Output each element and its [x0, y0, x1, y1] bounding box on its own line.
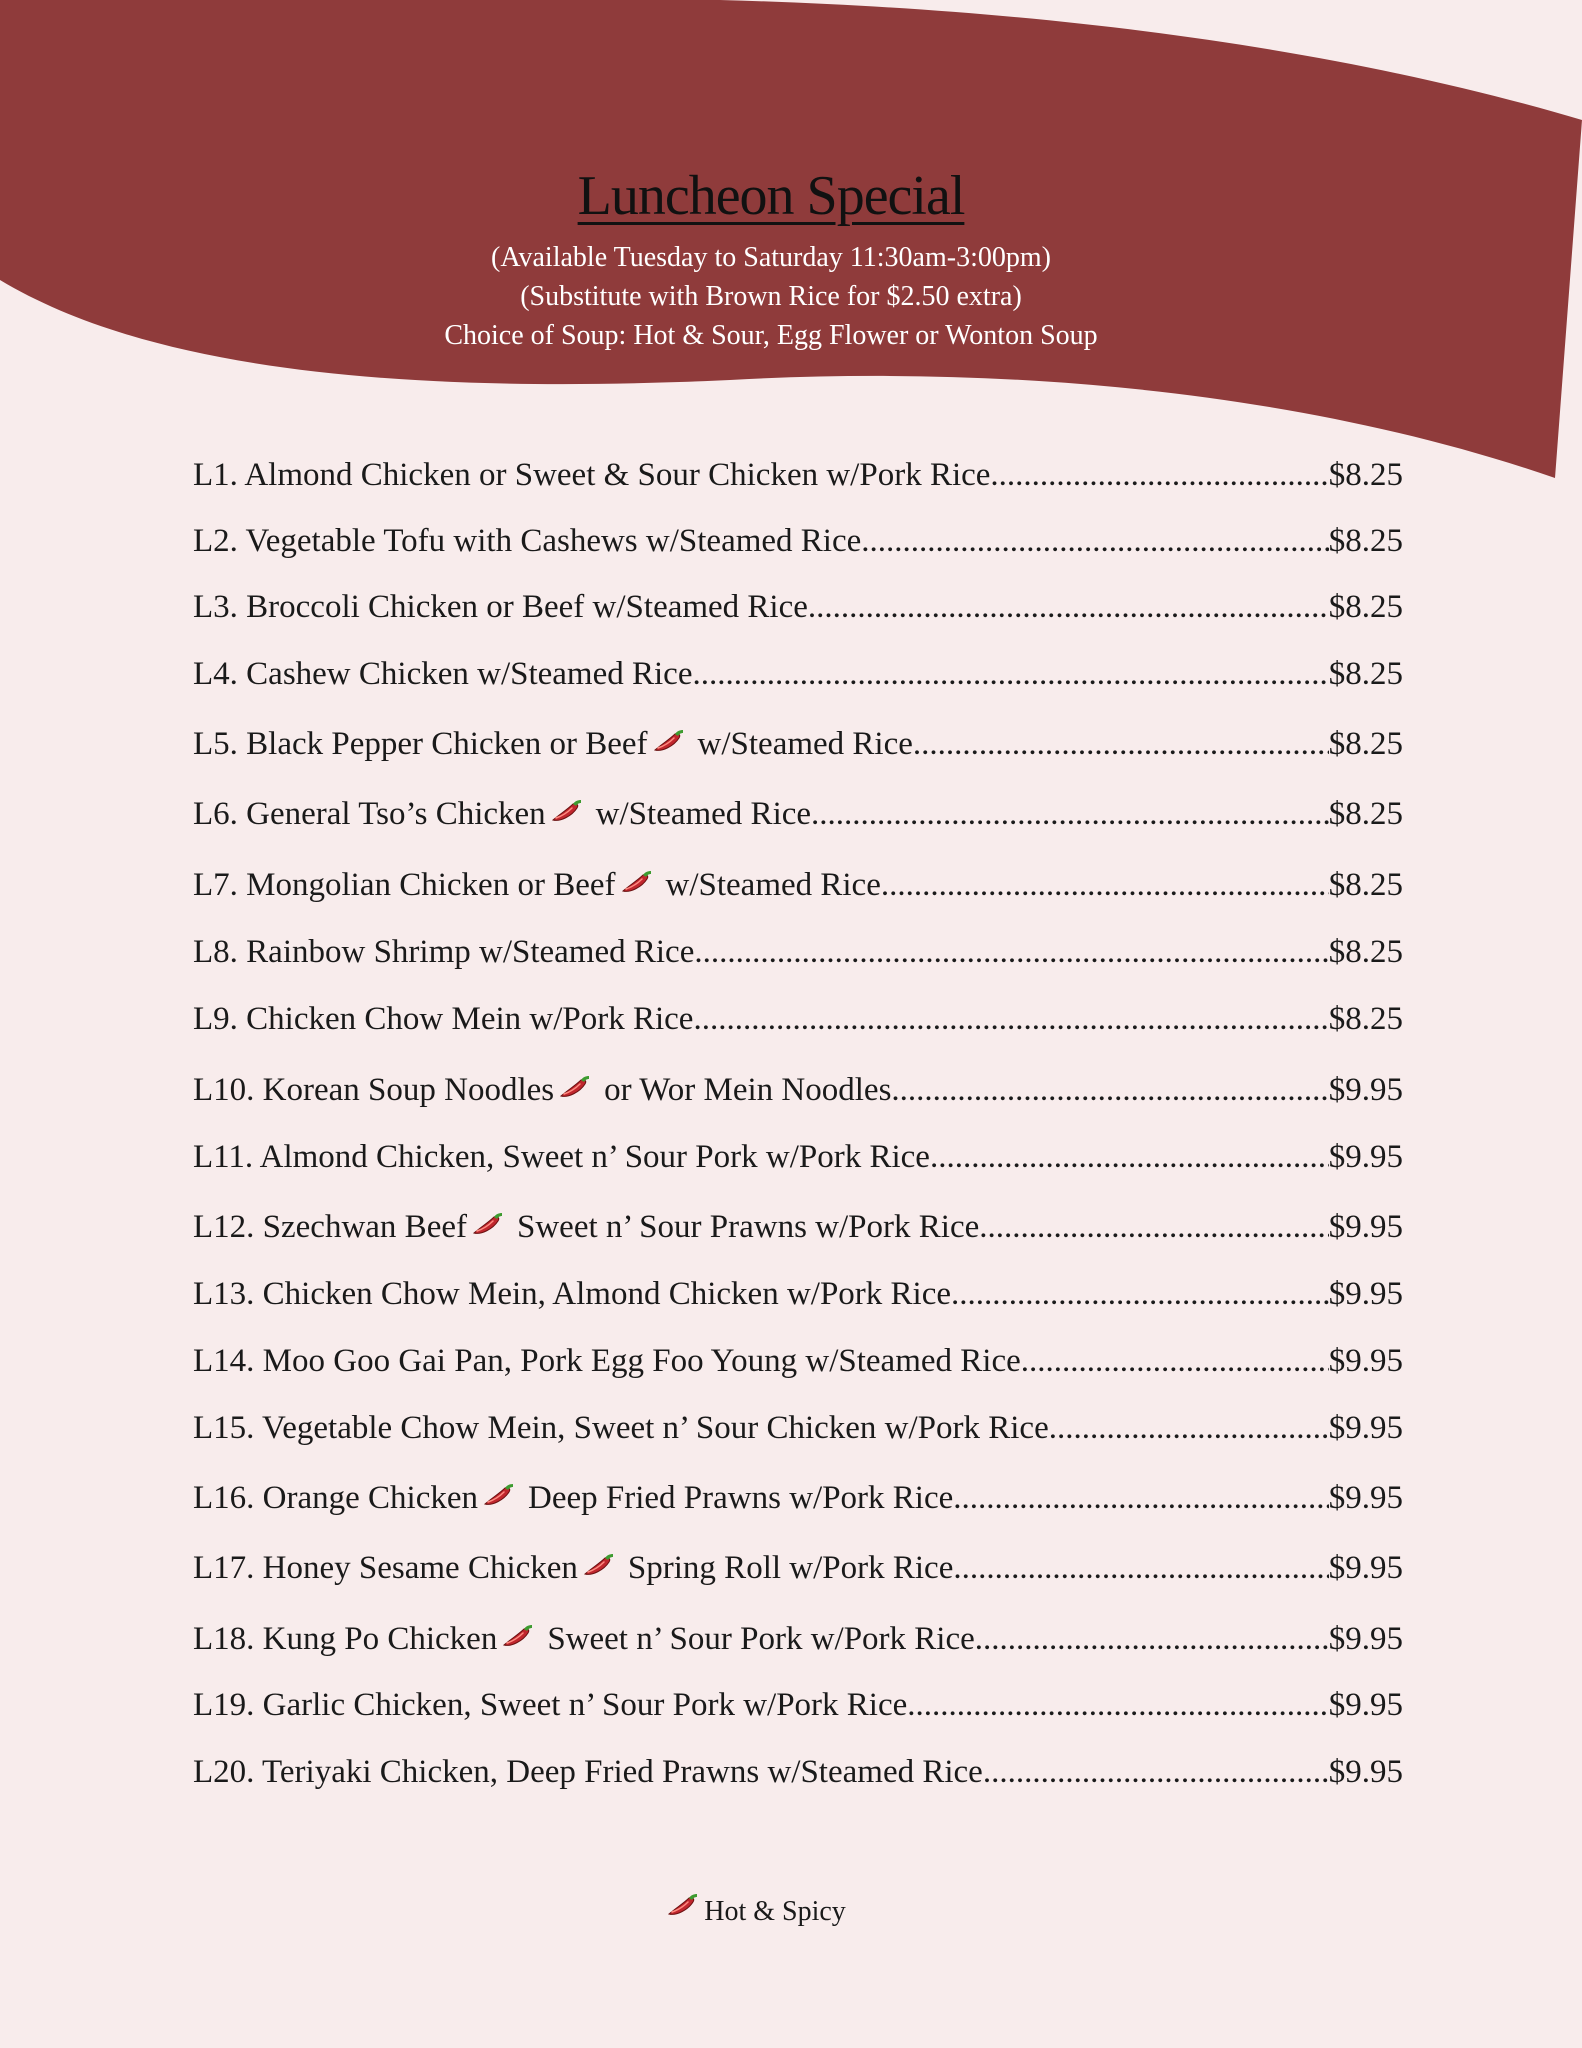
menu-item: [193, 1070, 1403, 1110]
menu-item-name: L4. Cashew Chicken w/Steamed Rice: [193, 656, 693, 692]
legend-label: Hot & Spicy: [704, 1896, 846, 1927]
menu-item: [193, 724, 1403, 764]
menu-item: [193, 1341, 1403, 1381]
menu-item-price: $9.95: [1328, 1209, 1403, 1245]
menu-item-name: L8. Rainbow Shrimp w/Steamed Rice: [193, 934, 695, 970]
dot-leader: [694, 932, 1328, 972]
menu-item-name-continued: w/Steamed Rice: [665, 867, 881, 903]
menu-item-name: L16. Orange Chicken: [193, 1480, 478, 1516]
menu-item-name: L14. Moo Goo Gai Pan, Pork Egg Foo Young w/Steamed Rice: [193, 1343, 1021, 1379]
menu-item-name: L1. Almond Chicken or Sweet & Sour Chicken w/Pork Rice: [193, 457, 991, 493]
menu-item-price: $8.25: [1328, 934, 1403, 970]
dot-leader: [1021, 1341, 1329, 1381]
menu-item-name: L6. General Tso’s Chicken: [193, 796, 546, 832]
brown-rice-note: (Substitute with Brown Rice for $2.50 extra): [520, 281, 1022, 312]
menu-item: [193, 1619, 1403, 1659]
chili-pepper-icon: [652, 728, 686, 754]
menu-item-price: $8.25: [1328, 523, 1403, 559]
chili-pepper-icon: [582, 1552, 616, 1578]
menu-item-price: $9.95: [1328, 1550, 1403, 1586]
menu-item-price: $9.95: [1328, 1621, 1403, 1657]
menu-item: [193, 1478, 1403, 1518]
availability-note: (Available Tuesday to Saturday 11:30am-3:00pm): [491, 242, 1051, 273]
menu-item-name: L15. Vegetable Chow Mein, Sweet n’ Sour Chicken w/Pork Rice: [193, 1410, 1049, 1446]
menu-item-price: $8.25: [1328, 796, 1403, 832]
menu-item-name-continued: w/Steamed Rice: [595, 796, 812, 832]
menu-item-name: L11. Almond Chicken, Sweet n’ Sour Pork w/Pork Rice: [193, 1139, 930, 1175]
menu-item-price: $9.95: [1328, 1139, 1403, 1175]
menu-item-name-continued: Deep Fried Prawns w/Pork Rice: [528, 1480, 954, 1516]
menu-item: [193, 1752, 1403, 1792]
chili-pepper-icon: [550, 798, 584, 824]
dot-leader: [979, 1207, 1329, 1247]
menu-item-name-continued: Sweet n’ Sour Pork w/Pork Rice: [547, 1621, 975, 1657]
menu-item-name: L19. Garlic Chicken, Sweet n’ Sour Pork w/Pork Rice: [193, 1687, 908, 1723]
dot-leader: [953, 1478, 1328, 1518]
menu-item-name: L18. Kung Po Chicken: [193, 1621, 498, 1657]
chili-pepper-icon: [558, 1074, 592, 1100]
dot-leader: [983, 1752, 1329, 1792]
legend: [0, 1892, 1512, 1928]
menu-item-price: $9.95: [1328, 1343, 1403, 1379]
menu-item-price: $8.25: [1328, 589, 1403, 625]
dot-leader: [861, 521, 1329, 561]
menu-item: [193, 654, 1403, 694]
menu-item-name: L12. Szechwan Beef: [193, 1209, 467, 1245]
menu-item: [193, 1274, 1403, 1314]
menu-item-name: L7. Mongolian Chicken or Beef: [193, 867, 616, 903]
soup-choice-note: Choice of Soup: Hot & Sour, Egg Flower or Wonton Soup: [444, 320, 1098, 351]
menu-item: [193, 1207, 1403, 1247]
menu-item: [193, 1685, 1403, 1725]
menu-list: [193, 455, 1403, 1790]
menu-item-name: L5. Black Pepper Chicken or Beef: [193, 726, 648, 762]
dot-leader: [953, 1548, 1328, 1588]
menu-item: [193, 1408, 1403, 1448]
menu-item-name-continued: or Wor Mein Noodles: [604, 1072, 892, 1108]
header: [0, 160, 1542, 355]
menu-item-price: $8.25: [1328, 726, 1403, 762]
dot-leader: [907, 1685, 1328, 1725]
dot-leader: [1049, 1408, 1329, 1448]
menu-item: [193, 932, 1403, 972]
menu-item-price: $9.95: [1328, 1687, 1403, 1723]
dot-leader: [811, 794, 1329, 834]
menu-item-name: L9. Chicken Chow Mein w/Pork Rice: [193, 1001, 694, 1037]
menu-item: [193, 1137, 1403, 1177]
dot-leader: [693, 999, 1328, 1039]
menu-item-name: L20. Teriyaki Chicken, Deep Fried Prawns w/Steamed Rice: [193, 1754, 983, 1790]
dot-leader: [692, 654, 1328, 694]
menu-item-name: L17. Honey Sesame Chicken: [193, 1550, 578, 1586]
menu-item-price: $9.95: [1328, 1754, 1403, 1790]
menu-item: [193, 999, 1403, 1039]
dot-leader: [808, 587, 1329, 627]
dot-leader: [891, 1070, 1328, 1110]
menu-item: [193, 455, 1403, 495]
menu-item-price: $8.25: [1328, 1001, 1403, 1037]
menu-item-name: L2. Vegetable Tofu with Cashews w/Steamed Rice: [193, 523, 862, 559]
dot-leader: [881, 865, 1329, 905]
menu-item: [193, 1548, 1403, 1588]
menu-item-name-continued: w/Steamed Rice: [697, 726, 913, 762]
chili-pepper-icon: [620, 869, 654, 895]
dot-leader: [913, 724, 1329, 764]
dot-leader: [930, 1137, 1329, 1177]
menu-item-price: $9.95: [1328, 1410, 1403, 1446]
menu-item-price: $8.25: [1328, 457, 1403, 493]
menu-item: [193, 521, 1403, 561]
dot-leader: [990, 455, 1328, 495]
menu-item-name-continued: Sweet n’ Sour Prawns w/Pork Rice: [516, 1209, 980, 1245]
chili-pepper-icon: [666, 1892, 700, 1918]
menu-item: [193, 794, 1403, 834]
chili-pepper-icon: [482, 1482, 516, 1508]
menu-item-name: L3. Broccoli Chicken or Beef w/Steamed Rice: [193, 589, 808, 625]
chili-pepper-icon: [501, 1623, 535, 1649]
menu-item-price: $9.95: [1328, 1072, 1403, 1108]
menu-item-name: L10. Korean Soup Noodles: [193, 1072, 555, 1108]
dot-leader: [951, 1274, 1329, 1314]
dot-leader: [975, 1619, 1329, 1659]
menu-item-name-continued: Spring Roll w/Pork Rice: [627, 1550, 954, 1586]
menu-item: [193, 587, 1403, 627]
menu-item-price: $8.25: [1328, 656, 1403, 692]
chili-pepper-icon: [471, 1211, 505, 1237]
menu-item-price: $8.25: [1328, 867, 1403, 903]
page-title: Luncheon Special: [577, 165, 965, 227]
menu-item-name: L13. Chicken Chow Mein, Almond Chicken w/Pork Rice: [193, 1276, 952, 1312]
menu-item: [193, 865, 1403, 905]
menu-item-price: $9.95: [1328, 1276, 1403, 1312]
menu-item-price: $9.95: [1328, 1480, 1403, 1516]
